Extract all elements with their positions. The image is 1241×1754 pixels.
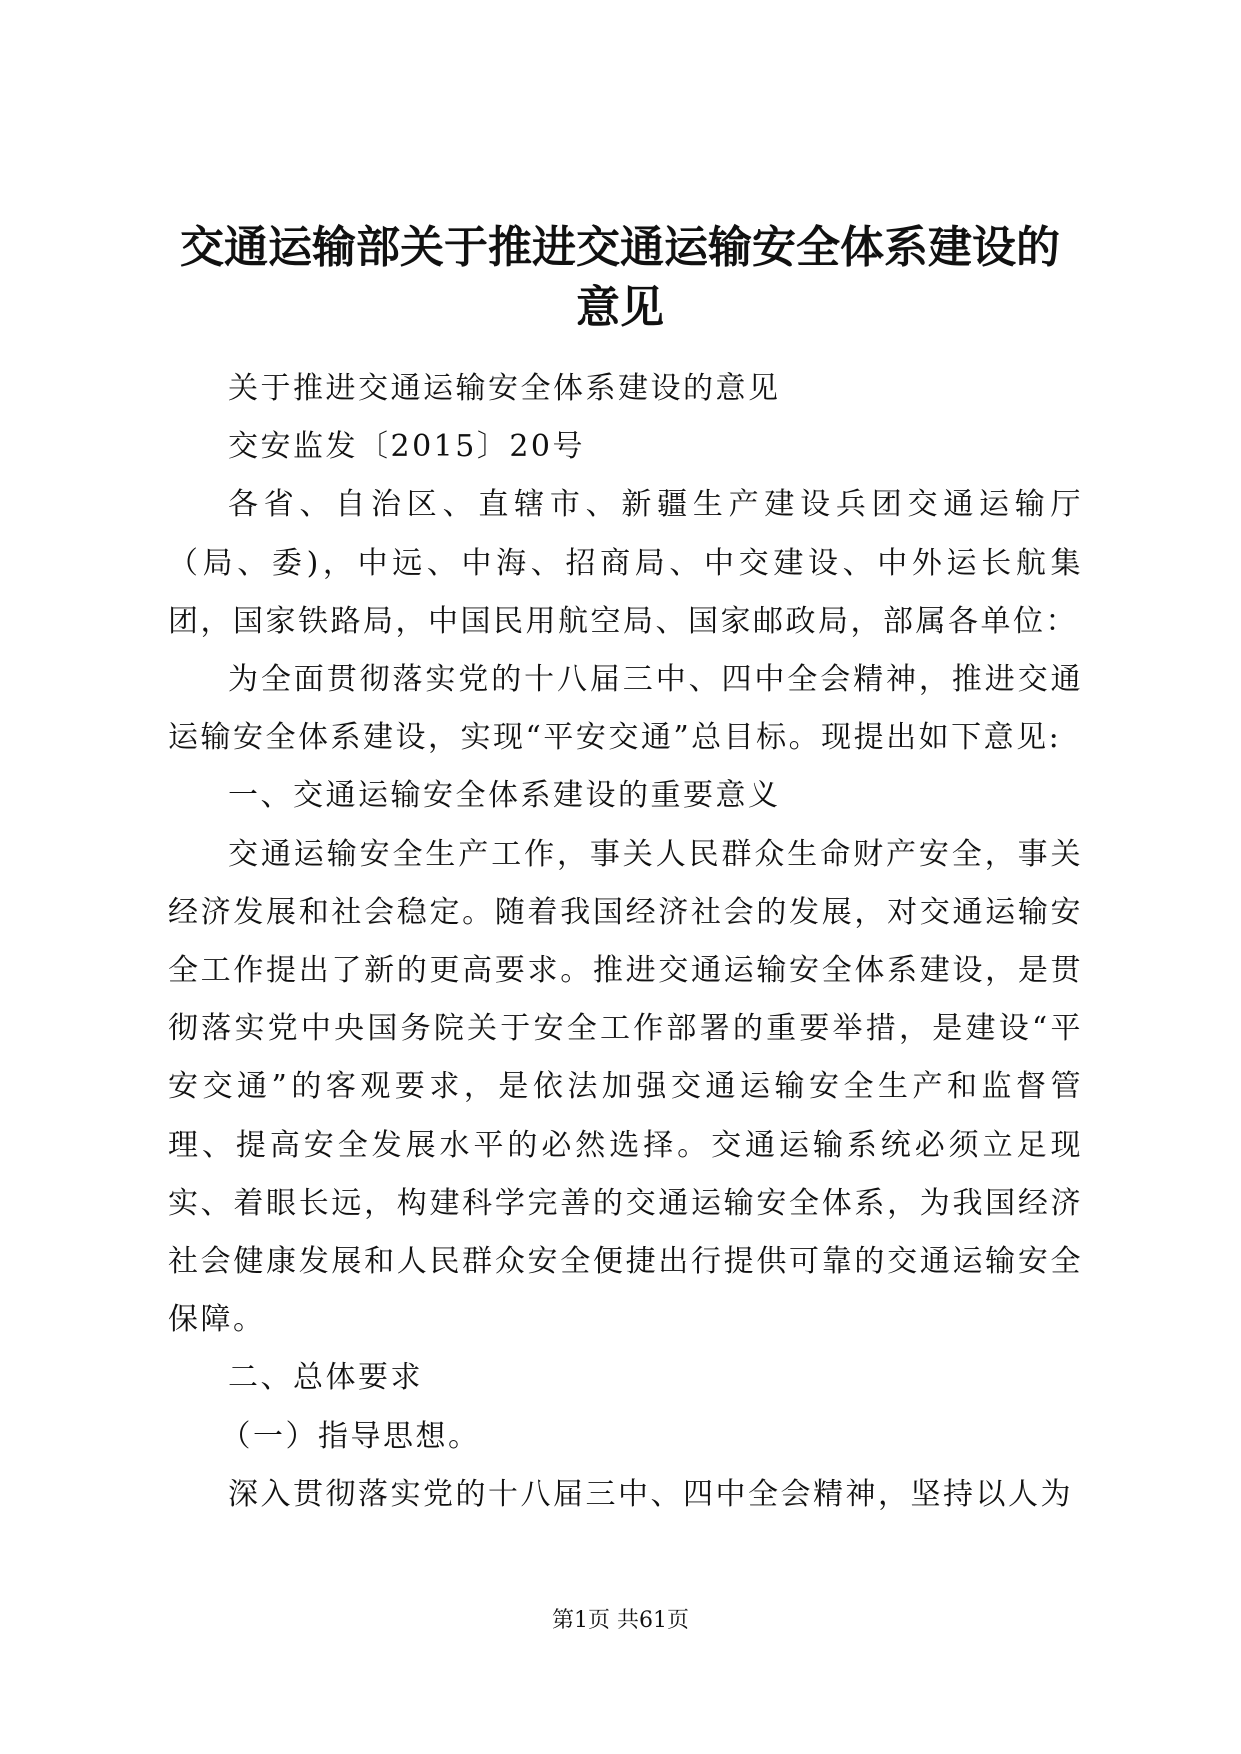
page-number-text: 第1页 共61页 [552, 1608, 689, 1633]
page-footer [0, 1606, 1241, 1636]
intro-paragraph: 为全面贯彻落实党的十八届三中、四中全会精神，推进交通运输安全体系建设，实现“平安交通”总目标。现提出如下意见: [168, 662, 1083, 756]
subtitle-paragraph: 关于推进交通运输安全体系建设的意见 [228, 371, 781, 406]
document-title-line-1: 交通运输部关于推进交通运输安全体系建设的 [180, 222, 1060, 273]
document-title-line-2: 意见 [576, 282, 664, 333]
section-1-paragraph: 交通运输安全生产工作，事关人民群众生命财产安全，事关经济发展和社会稳定。随着我国经济社会的发展，对交通运输安全工作提出了新的更高要求。推进交通运输安全体系建设，是贯彻落实党中央国务院关于安全工作部署的重要举措，是建设“平安交通”的客观要求，是依法加强交通运输安全生产和监督管理、提高安全发展水平的必然选择。交通运输系统必须立足现实、着眼长远，构建科学完善的交通运输安全体系，为我国经济社会健康发展和人民群众安全便捷出行提供可靠的交通运输安全保障。 [168, 836, 1083, 1338]
document-body [168, 360, 1083, 1524]
addressee-paragraph: 各省、自治区、直辖市、新疆生产建设兵团交通运输厅（局、委)，中远、中海、招商局、中交建设、中外运长航集团，国家铁路局，中国民用航空局、国家邮政局，部属各单位： [168, 487, 1083, 639]
section-heading-1: 一、交通运输安全体系建设的重要意义 [228, 778, 781, 814]
section-heading-2: 二、总体要求 [228, 1360, 423, 1396]
document-number-paragraph: 交安监发〔2015〕20号 [228, 429, 586, 465]
subsection-1-paragraph: 深入贯彻落实党的十八届三中、四中全会精神，坚持以人为 [228, 1476, 1073, 1512]
subsection-heading-1: （一）指导思想。 [220, 1418, 481, 1454]
